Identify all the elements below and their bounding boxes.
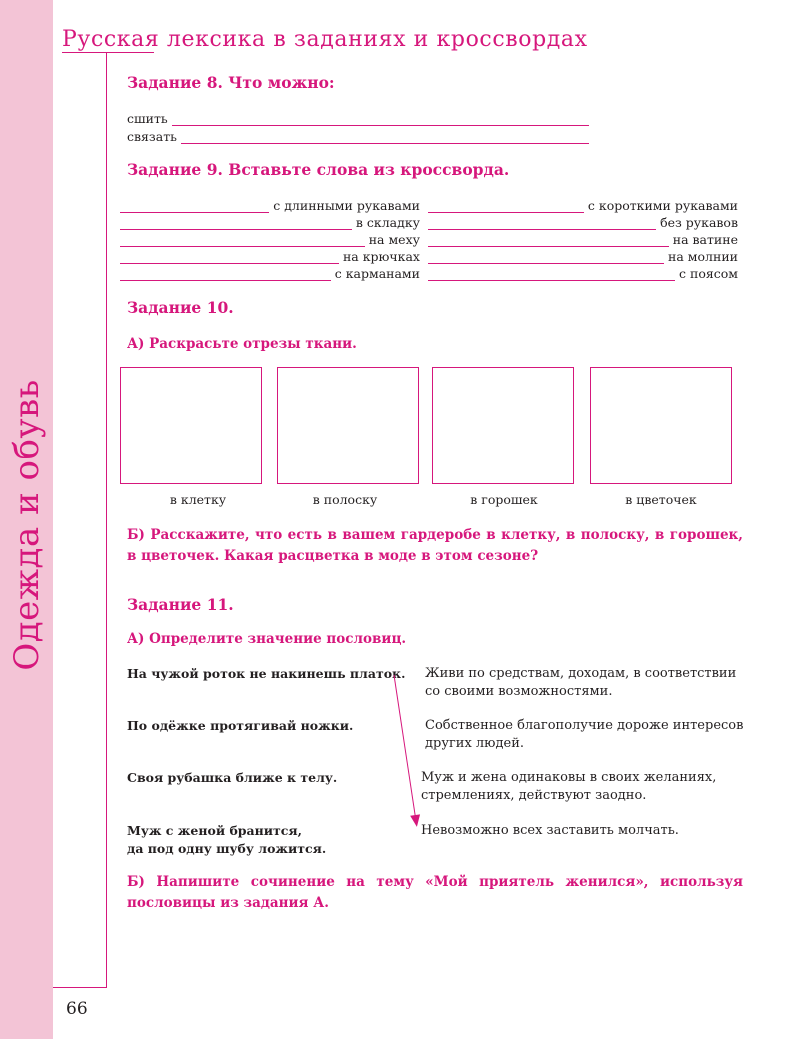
answer-line[interactable] [120, 201, 269, 213]
task9-left-label: с карманами [334, 266, 420, 281]
meaning-line: стремлениях, действуют заодно. [421, 788, 647, 803]
task9-left-row [120, 197, 420, 213]
task9-left-row [120, 248, 420, 264]
task9-right-row [428, 197, 738, 213]
task9-right-label: на молнии [668, 249, 738, 264]
answer-line[interactable] [428, 201, 584, 213]
meaning-line: Живи по средствам, доходам, в соответствии [425, 666, 737, 681]
swatch-checked[interactable] [120, 367, 262, 484]
task9-right-label: с короткими рукавами [587, 198, 738, 213]
task9-right-row [428, 231, 738, 247]
task9-right-label: без рукавов [660, 215, 738, 230]
task8-item [127, 128, 589, 144]
task11-a-title: А) Определите значение пословиц. [127, 631, 407, 647]
swatch-label: в клетку [169, 492, 227, 507]
meaning-line: других людей. [425, 736, 524, 751]
task8-title: Задание 8. Что можно: [127, 73, 335, 92]
sidebar-title: Одежда и обувь [7, 379, 47, 671]
task9-left-row [120, 231, 420, 247]
swatch-label: в горошек [470, 492, 538, 507]
task9-title: Задание 9. Вставьте слова из кроссворда. [127, 160, 510, 179]
task9-right-row [428, 248, 738, 264]
answer-line[interactable] [428, 235, 669, 247]
task9-right-label: с поясом [679, 266, 738, 281]
task10-b-text: Б) Расскажите, что есть в вашем гардеробе в клетку, в полоску, в горошек, в цветочек. Какая расцветка в моде в этом сезоне? [127, 527, 743, 564]
swatch-label: в полоску [312, 492, 378, 507]
swatch-polka-dot[interactable] [432, 367, 574, 484]
task9-right-row [428, 214, 738, 230]
running-head: Русская лексика в заданиях и кроссвордах [62, 27, 588, 52]
proverb: Муж с женой бранится, [127, 823, 302, 838]
proverb: Своя рубашка ближе к телу. [127, 770, 338, 785]
footer-rule [53, 987, 107, 988]
task8-item-label: сшить [127, 111, 168, 126]
page-number: 66 [66, 999, 88, 1019]
swatch-label: в цветочек [625, 492, 697, 507]
task9-left-label: на меху [368, 232, 420, 247]
sidebar [0, 0, 53, 1039]
swatch-striped[interactable] [277, 367, 419, 484]
task8-item-label: связать [127, 129, 177, 144]
task11-b-text: Б) Напишите сочинение на тему «Мой приятель женился», используя пословицы из задания А. [127, 874, 743, 911]
task9-right-label: на ватине [672, 232, 738, 247]
task9-left-label: на крючках [342, 249, 420, 264]
proverb: На чужой роток не накинешь платок. [127, 666, 406, 681]
answer-line[interactable] [120, 252, 339, 264]
meaning-line: со своими возможностями. [425, 684, 613, 699]
task9-left-row [120, 214, 420, 230]
arrow-line [394, 675, 416, 821]
task9-right-row [428, 265, 738, 281]
proverb: По одёжке протягивай ножки. [127, 718, 354, 733]
answer-line[interactable] [120, 235, 365, 247]
swatch-floral[interactable] [590, 367, 732, 484]
answer-line[interactable] [120, 269, 331, 281]
margin-rule [106, 52, 107, 987]
task11-title: Задание 11. [127, 595, 234, 614]
example-arrow [390, 675, 430, 827]
answer-line[interactable] [181, 132, 589, 144]
head-underline [62, 52, 154, 53]
task9-left-label: в складку [355, 215, 420, 230]
arrow-head [410, 814, 422, 827]
proverb: да под одну шубу ложится. [127, 841, 327, 856]
answer-line[interactable] [428, 218, 656, 230]
answer-line[interactable] [120, 218, 352, 230]
answer-line[interactable] [428, 269, 675, 281]
meaning-line: Муж и жена одинаковы в своих желаниях, [421, 770, 717, 785]
task8-item [127, 110, 589, 126]
answer-line[interactable] [172, 114, 589, 126]
meaning-line: Собственное благополучие дороже интересов [425, 718, 744, 733]
task9-left-label: с длинными рукавами [273, 198, 420, 213]
meaning-line: Невозможно всех заставить молчать. [421, 823, 679, 838]
task9-left-row [120, 265, 420, 281]
task10-a-title: А) Раскрасьте отрезы ткани. [127, 336, 357, 352]
answer-line[interactable] [428, 252, 664, 264]
task10-title: Задание 10. [127, 298, 234, 317]
